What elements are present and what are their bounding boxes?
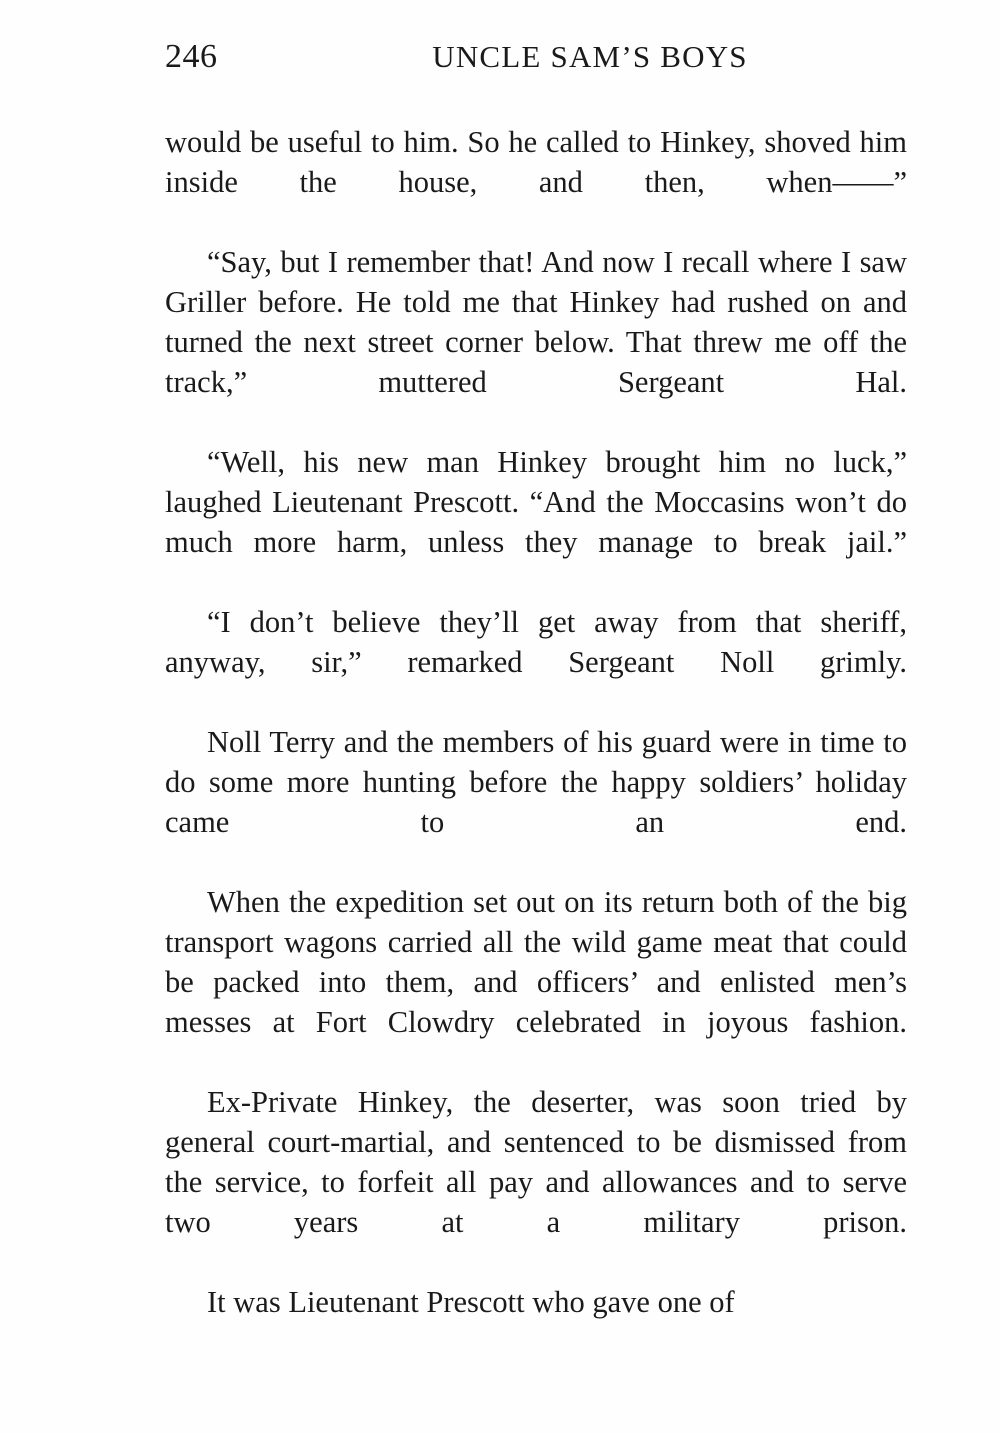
paragraph: It was Lieutenant Prescott who gave one of <box>207 1285 735 1319</box>
paragraph: “Well, his new man Hinkey brought him no luck,” laughed Lieutenant Prescott. “And the Moccasins won’t do much more harm, unless they manage to break jail.” <box>165 445 907 559</box>
body-text <box>165 122 907 1322</box>
running-title: UNCLE SAM’S BOYS <box>432 39 748 74</box>
paragraph: When the expedition set out on its return both of the big transport wagons carried all the wild game meat that could be packed into them, and officers’ and enlisted men’s messes at Fort Clowdry celebrated in joyous fashion. <box>165 885 907 1039</box>
paragraph: Ex-Private Hinkey, the deserter, was soon tried by general court-martial, and sentenced to be dismissed from the service, to forfeit all pay and allowances and to serve two years at a military prison. <box>165 1085 907 1239</box>
page-header <box>165 38 905 82</box>
paragraph: “Say, but I remember that! And now I recall where I saw Griller before. He told me that Hinkey had rushed on and turned the next street corner below. That threw me off the track,” muttered Sergeant Hal. <box>165 245 907 399</box>
paragraph: would be useful to him. So he called to Hinkey, shoved him inside the house, and then, when——” <box>165 125 907 199</box>
page-number: 246 <box>165 38 218 75</box>
paragraph: “I don’t believe they’ll get away from that sheriff, anyway, sir,” remarked Sergeant Noll grimly. <box>165 605 907 679</box>
paragraph: Noll Terry and the members of his guard were in time to do some more hunting before the happy soldiers’ holiday came to an end. <box>165 725 907 839</box>
